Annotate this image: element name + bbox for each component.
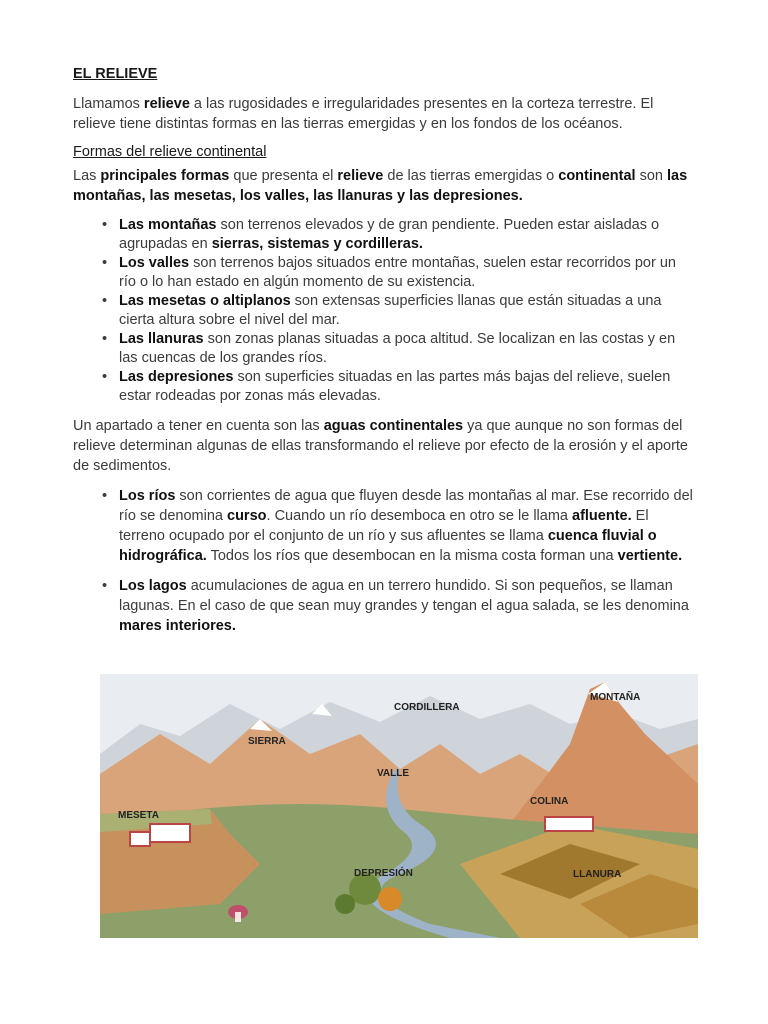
waters-intro-paragraph [73, 416, 693, 476]
label-llanura: LLANURA [573, 869, 622, 880]
list-item [73, 216, 693, 254]
list-item [73, 292, 693, 330]
text: son terrenos elevados y de gran pendiente. Pueden estar aisladas o agrupadas en [119, 217, 660, 252]
text: de las tierras emergidas o [383, 168, 559, 184]
text: acumulaciones de agua en un terrero hundido. Si son pequeños, se llaman lagunas. En el caso de que sean muy grandes y tengan el agua salada, se les denomina [119, 578, 689, 614]
text: son superficies situadas en las partes más bajas del relieve, suelen estar rodeadas por zonas más elevadas. [119, 369, 671, 404]
list-item [73, 368, 693, 406]
bold-term: las montañas, las mesetas, los valles, las llanuras y las depresiones. [73, 168, 688, 204]
tree [378, 887, 402, 911]
village [150, 824, 190, 842]
text: son [635, 168, 668, 184]
bold-term: aguas continentales [323, 418, 464, 434]
intro-paragraph [73, 94, 693, 134]
label-colina: COLINA [530, 796, 569, 807]
list-item [73, 254, 693, 292]
bold-term: continental [558, 168, 636, 184]
bullet-icon: • [102, 331, 108, 347]
text: Llamamos [73, 96, 144, 112]
text: son corrientes de agua que fluyen desde las montañas al mar. Ese recorrido del río se denomina [119, 488, 693, 524]
bold-term: mares interiores. [119, 618, 236, 634]
bold-term: curso [227, 508, 267, 524]
list-item [73, 486, 693, 566]
bold-term: cuenca fluvial o hidrográfica. [119, 528, 657, 564]
bullet-icon: • [102, 488, 108, 504]
bold-term: Las mesetas o altiplanos [119, 293, 291, 309]
label-depresion: DEPRESIÓN [354, 868, 413, 879]
text: . Cuando un río desemboca en otro se le llama [266, 508, 572, 524]
document-page [73, 66, 693, 646]
relief-illustration [100, 674, 698, 938]
label-cordillera: CORDILLERA [394, 702, 460, 713]
text: Un apartado a tener en cuenta son las [73, 418, 324, 434]
bold-term: sierras, sistemas y cordilleras. [211, 236, 423, 252]
list-item [73, 330, 693, 368]
label-meseta: MESETA [118, 810, 159, 821]
bullet-icon: • [102, 255, 108, 271]
waters-list [73, 486, 693, 636]
bold-term: relieve [337, 168, 384, 184]
village [130, 832, 150, 846]
bold-term: Los lagos [119, 578, 187, 594]
landscape-drawing [100, 674, 698, 938]
forms-intro-paragraph [73, 166, 693, 206]
bullet-icon: • [102, 217, 108, 233]
bold-term: Las llanuras [119, 331, 204, 347]
label-montana: MONTAÑA [590, 692, 641, 703]
text: son terrenos bajos situados entre montañas, suelen estar recorridos por un río o lo han estado en algún momento de su existencia. [119, 255, 676, 290]
bold-term: Los ríos [119, 488, 176, 504]
bullet-icon: • [102, 369, 108, 385]
bold-term: relieve [143, 96, 190, 112]
bold-term: Las depresiones [119, 369, 234, 385]
list-item [73, 576, 693, 636]
bold-term: Las montañas [119, 217, 217, 233]
text: Las [73, 168, 101, 184]
text: son zonas planas situadas a poca altitud. Se localizan en las costas y en las cuencas de los grandes ríos. [119, 331, 676, 366]
text: Todos los ríos que desembocan en la misma costa forman una [206, 548, 618, 564]
page-title: EL RELIEVE [73, 66, 158, 82]
text: El terreno ocupado por el conjunto de un río y sus afluentes se llama [119, 508, 649, 544]
label-valle: VALLE [377, 768, 410, 779]
bold-term: vertiente. [617, 548, 683, 564]
label-sierra: SIERRA [248, 736, 286, 747]
text: ya que aunque no son formas del relieve determinan algunas de ellas transformando el relieve por efecto de la erosión y el aporte de sedimentos. [73, 418, 688, 474]
bold-term: Los valles [119, 255, 190, 271]
bullet-icon: • [102, 578, 108, 594]
tree [335, 894, 355, 914]
bold-term: afluente. [572, 508, 632, 524]
mushroom-stem [235, 912, 241, 922]
forms-list [73, 216, 693, 406]
text: a las rugosidades e irregularidades presentes en la corteza terrestre. El relieve tiene distintas formas en las tierras emergidas y en los fondos de los océanos. [73, 96, 654, 132]
bullet-icon: • [102, 293, 108, 309]
text: son extensas superficies llanas que están situadas a una cierta altura sobre el nivel del mar. [119, 293, 662, 328]
text: que presenta el [229, 168, 338, 184]
village [545, 817, 593, 831]
section-subtitle: Formas del relieve continental [73, 144, 267, 160]
bold-term: principales formas [100, 168, 230, 184]
